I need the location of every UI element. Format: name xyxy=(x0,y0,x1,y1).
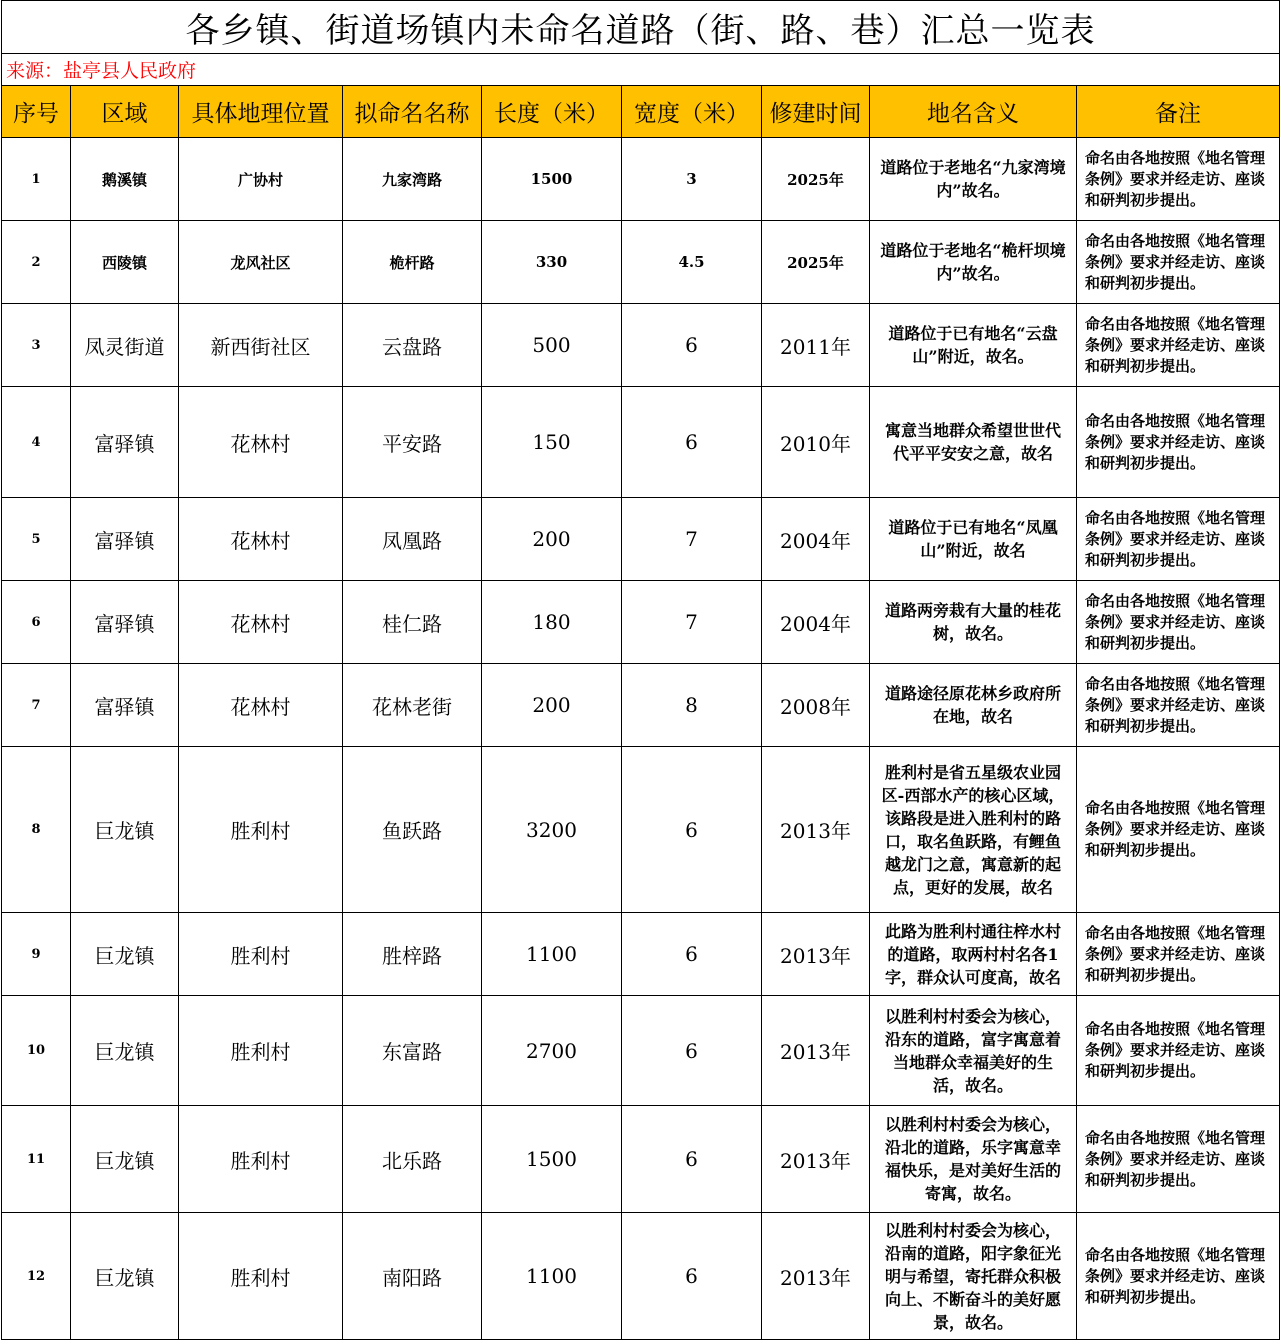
header-row xyxy=(2,86,1280,138)
cell-build-year: 2025年 xyxy=(762,221,870,304)
cell-note: 命名由各地按照《地名管理条例》要求并经走访、座谈和研判初步提出。 xyxy=(1077,304,1280,387)
cell-no: 10 xyxy=(2,996,71,1106)
cell-length: 2700 xyxy=(482,996,622,1106)
cell-build-year: 2004年 xyxy=(762,581,870,664)
cell-meaning: 道路位于老地名“九家湾境内”故名。 xyxy=(870,138,1077,221)
header-meaning: 地名含义 xyxy=(870,86,1077,138)
cell-build-year: 2025年 xyxy=(762,138,870,221)
cell-meaning: 道路两旁栽有大量的桂花树，故名。 xyxy=(870,581,1077,664)
cell-meaning: 以胜利村村委会为核心，沿东的道路，富字寓意着当地群众幸福美好的生活，故名。 xyxy=(870,996,1077,1106)
table-row xyxy=(2,304,1280,387)
cell-width: 6 xyxy=(622,304,762,387)
table-row xyxy=(2,996,1280,1106)
cell-location: 花林村 xyxy=(179,581,343,664)
cell-location: 广协村 xyxy=(179,138,343,221)
cell-area: 富驿镇 xyxy=(71,581,179,664)
cell-area: 富驿镇 xyxy=(71,498,179,581)
cell-width: 3 xyxy=(622,138,762,221)
header-build-year: 修建时间 xyxy=(762,86,870,138)
cell-no: 1 xyxy=(2,138,71,221)
cell-length: 180 xyxy=(482,581,622,664)
cell-note: 命名由各地按照《地名管理条例》要求并经走访、座谈和研判初步提出。 xyxy=(1077,913,1280,996)
table-row xyxy=(2,913,1280,996)
cell-width: 6 xyxy=(622,913,762,996)
cell-meaning: 以胜利村村委会为核心，沿北的道路，乐字寓意幸福快乐，是对美好生活的寄寓，故名。 xyxy=(870,1106,1077,1213)
cell-build-year: 2008年 xyxy=(762,664,870,747)
cell-area: 巨龙镇 xyxy=(71,1106,179,1213)
cell-meaning: 道路位于老地名“桅杆坝境内”故名。 xyxy=(870,221,1077,304)
cell-meaning: 寓意当地群众希望世世代代平平安安之意，故名 xyxy=(870,387,1077,498)
cell-length: 150 xyxy=(482,387,622,498)
cell-length: 1500 xyxy=(482,138,622,221)
cell-location: 花林村 xyxy=(179,498,343,581)
table-body xyxy=(2,138,1280,1340)
header-no: 序号 xyxy=(2,86,71,138)
cell-proposed-name: 鱼跃路 xyxy=(343,747,482,913)
cell-proposed-name: 平安路 xyxy=(343,387,482,498)
cell-build-year: 2011年 xyxy=(762,304,870,387)
road-summary-table xyxy=(1,0,1280,1340)
cell-build-year: 2010年 xyxy=(762,387,870,498)
cell-proposed-name: 北乐路 xyxy=(343,1106,482,1213)
cell-no: 12 xyxy=(2,1213,71,1340)
cell-note: 命名由各地按照《地名管理条例》要求并经走访、座谈和研判初步提出。 xyxy=(1077,1106,1280,1213)
cell-area: 富驿镇 xyxy=(71,387,179,498)
cell-build-year: 2013年 xyxy=(762,1213,870,1340)
cell-location: 新西街社区 xyxy=(179,304,343,387)
cell-meaning: 以胜利村村委会为核心，沿南的道路，阳字象征光明与希望，寄托群众积极向上、不断奋斗的美好愿景，故名。 xyxy=(870,1213,1077,1340)
cell-note: 命名由各地按照《地名管理条例》要求并经走访、座谈和研判初步提出。 xyxy=(1077,581,1280,664)
cell-note: 命名由各地按照《地名管理条例》要求并经走访、座谈和研判初步提出。 xyxy=(1077,1213,1280,1340)
cell-area: 凤灵街道 xyxy=(71,304,179,387)
cell-width: 7 xyxy=(622,581,762,664)
cell-length: 200 xyxy=(482,664,622,747)
cell-length: 1100 xyxy=(482,913,622,996)
table-row xyxy=(2,1106,1280,1213)
cell-no: 3 xyxy=(2,304,71,387)
table-row xyxy=(2,581,1280,664)
cell-no: 2 xyxy=(2,221,71,304)
cell-meaning: 道路位于已有地名“云盘山”附近，故名。 xyxy=(870,304,1077,387)
cell-note: 命名由各地按照《地名管理条例》要求并经走访、座谈和研判初步提出。 xyxy=(1077,747,1280,913)
cell-no: 7 xyxy=(2,664,71,747)
header-note: 备注 xyxy=(1077,86,1280,138)
cell-meaning: 道路途径原花林乡政府所在地，故名 xyxy=(870,664,1077,747)
cell-note: 命名由各地按照《地名管理条例》要求并经走访、座谈和研判初步提出。 xyxy=(1077,664,1280,747)
cell-no: 8 xyxy=(2,747,71,913)
cell-width: 8 xyxy=(622,664,762,747)
cell-proposed-name: 花林老街 xyxy=(343,664,482,747)
cell-width: 6 xyxy=(622,996,762,1106)
cell-location: 胜利村 xyxy=(179,913,343,996)
cell-area: 富驿镇 xyxy=(71,664,179,747)
cell-note: 命名由各地按照《地名管理条例》要求并经走访、座谈和研判初步提出。 xyxy=(1077,221,1280,304)
cell-no: 4 xyxy=(2,387,71,498)
cell-no: 11 xyxy=(2,1106,71,1213)
source-note: 来源：盐亭县人民政府 xyxy=(2,54,1280,86)
cell-length: 500 xyxy=(482,304,622,387)
cell-note: 命名由各地按照《地名管理条例》要求并经走访、座谈和研判初步提出。 xyxy=(1077,387,1280,498)
table-row xyxy=(2,387,1280,498)
cell-location: 胜利村 xyxy=(179,747,343,913)
cell-proposed-name: 南阳路 xyxy=(343,1213,482,1340)
table-row xyxy=(2,498,1280,581)
cell-proposed-name: 桅杆路 xyxy=(343,221,482,304)
cell-proposed-name: 凤凰路 xyxy=(343,498,482,581)
cell-meaning: 道路位于已有地名“凤凰山”附近，故名 xyxy=(870,498,1077,581)
cell-length: 1500 xyxy=(482,1106,622,1213)
cell-build-year: 2013年 xyxy=(762,747,870,913)
table-row xyxy=(2,1213,1280,1340)
header-length: 长度（米） xyxy=(482,86,622,138)
cell-build-year: 2013年 xyxy=(762,996,870,1106)
table-row xyxy=(2,747,1280,913)
cell-width: 4.5 xyxy=(622,221,762,304)
table-row xyxy=(2,664,1280,747)
cell-area: 巨龙镇 xyxy=(71,747,179,913)
cell-note: 命名由各地按照《地名管理条例》要求并经走访、座谈和研判初步提出。 xyxy=(1077,498,1280,581)
cell-proposed-name: 胜梓路 xyxy=(343,913,482,996)
cell-width: 6 xyxy=(622,1213,762,1340)
cell-meaning: 此路为胜利村通往梓水村的道路，取两村村名各1字，群众认可度高，故名 xyxy=(870,913,1077,996)
cell-proposed-name: 云盘路 xyxy=(343,304,482,387)
page-title: 各乡镇、街道场镇内未命名道路（街、路、巷）汇总一览表 xyxy=(2,1,1280,54)
header-width: 宽度（米） xyxy=(622,86,762,138)
cell-length: 200 xyxy=(482,498,622,581)
cell-build-year: 2004年 xyxy=(762,498,870,581)
header-location: 具体地理位置 xyxy=(179,86,343,138)
cell-width: 6 xyxy=(622,1106,762,1213)
cell-meaning: 胜利村是省五星级农业园区-西部水产的核心区域，该路段是进入胜利村的路口，取名鱼跃路，有鲤鱼越龙门之意，寓意新的起点，更好的发展，故名 xyxy=(870,747,1077,913)
cell-length: 1100 xyxy=(482,1213,622,1340)
cell-no: 9 xyxy=(2,913,71,996)
cell-build-year: 2013年 xyxy=(762,1106,870,1213)
cell-area: 巨龙镇 xyxy=(71,996,179,1106)
cell-proposed-name: 桂仁路 xyxy=(343,581,482,664)
cell-note: 命名由各地按照《地名管理条例》要求并经走访、座谈和研判初步提出。 xyxy=(1077,138,1280,221)
cell-proposed-name: 九家湾路 xyxy=(343,138,482,221)
cell-location: 胜利村 xyxy=(179,1106,343,1213)
table-row xyxy=(2,138,1280,221)
cell-note: 命名由各地按照《地名管理条例》要求并经走访、座谈和研判初步提出。 xyxy=(1077,996,1280,1106)
cell-no: 6 xyxy=(2,581,71,664)
header-area: 区域 xyxy=(71,86,179,138)
cell-proposed-name: 东富路 xyxy=(343,996,482,1106)
cell-location: 龙风社区 xyxy=(179,221,343,304)
cell-no: 5 xyxy=(2,498,71,581)
cell-width: 6 xyxy=(622,387,762,498)
cell-length: 330 xyxy=(482,221,622,304)
cell-location: 胜利村 xyxy=(179,996,343,1106)
cell-build-year: 2013年 xyxy=(762,913,870,996)
cell-location: 胜利村 xyxy=(179,1213,343,1340)
header-proposed-name: 拟命名名称 xyxy=(343,86,482,138)
cell-width: 6 xyxy=(622,747,762,913)
cell-area: 西陵镇 xyxy=(71,221,179,304)
cell-length: 3200 xyxy=(482,747,622,913)
cell-location: 花林村 xyxy=(179,664,343,747)
cell-area: 巨龙镇 xyxy=(71,913,179,996)
cell-location: 花林村 xyxy=(179,387,343,498)
cell-area: 鹅溪镇 xyxy=(71,138,179,221)
cell-width: 7 xyxy=(622,498,762,581)
cell-area: 巨龙镇 xyxy=(71,1213,179,1340)
table-row xyxy=(2,221,1280,304)
